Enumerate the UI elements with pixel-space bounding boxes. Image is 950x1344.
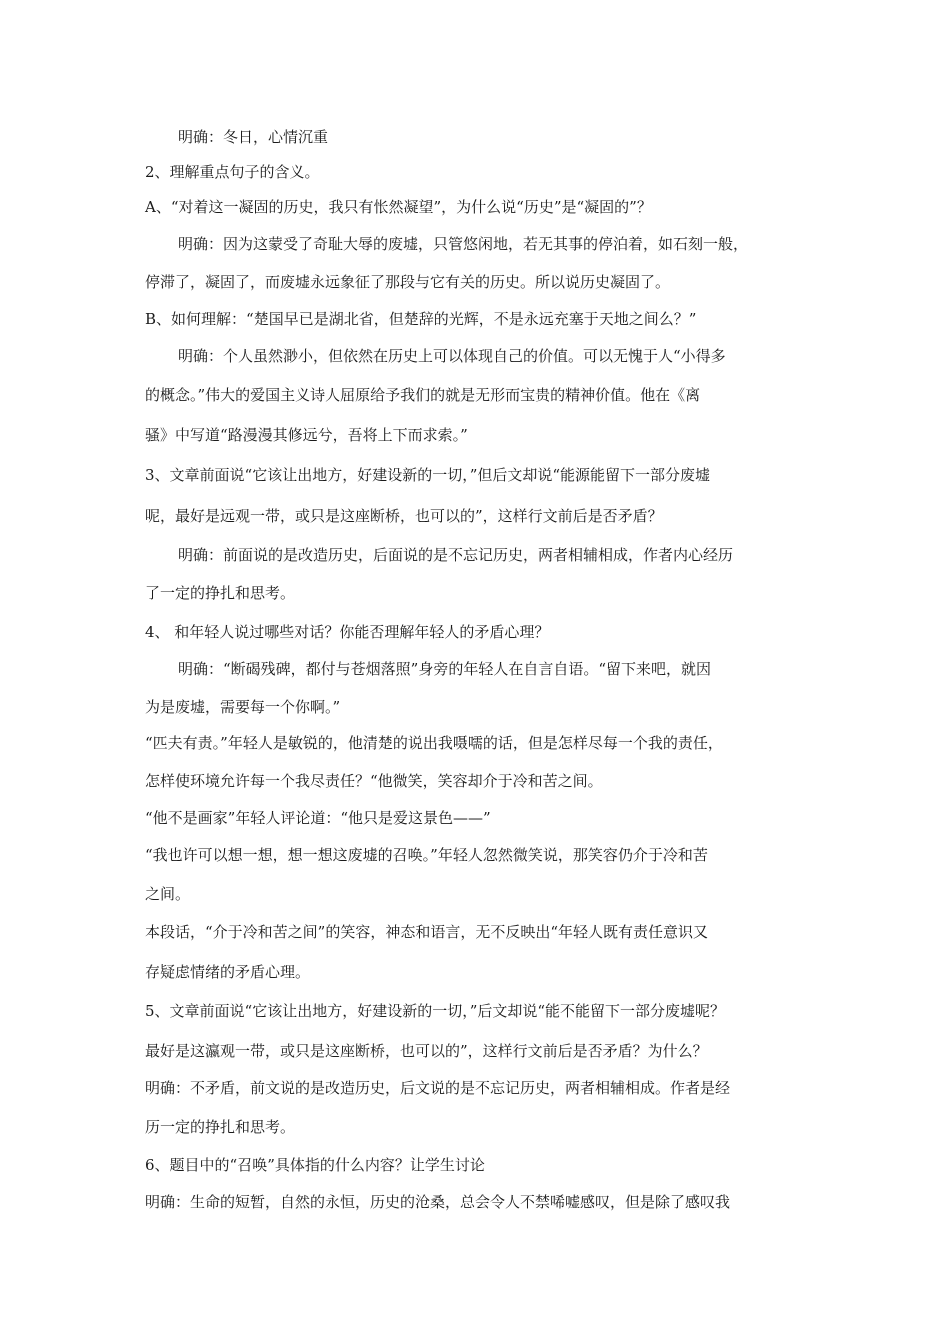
question-line: 4、 和年轻人说过哪些对话？你能否理解年轻人的矛盾心理？ [145,623,550,641]
answer-line: 历一定的挣扎和思考。 [145,1118,296,1136]
answer-line: 的概念。”伟大的爱国主义诗人屈原给予我们的就是无形而宝贵的精神价值。他在《离 [145,386,701,404]
answer-line: “他不是画家”年轻人评论道：“他只是爱这景色——” [145,809,491,827]
question-line: 6、题目中的“召唤”具体指的什么内容？让学生讨论 [145,1156,485,1174]
answer-line: 明确：个人虽然渺小，但依然在历史上可以体现自己的价值。可以无愧于人“小得多 [178,347,726,365]
answer-line: 明确：“断碣残碑，都付与苍烟落照”身旁的年轻人在自言自语。“留下来吧，就因 [178,660,712,678]
answer-line: 本段话，“介于冷和苦之间”的笑容，神态和语言，无不反映出“年轻人既有责任意识又 [145,923,709,941]
answer-line: 明确：冬日，心情沉重 [178,128,329,146]
question-line: 呢，最好是远观一带，或只是这座断桥，也可以的”，这样行文前后是否矛盾？ [145,507,663,525]
question-line: 最好是这瀛观一带，或只是这座断桥，也可以的”，这样行文前后是否矛盾？为什么？ [145,1042,708,1060]
answer-line: “匹夫有责。”年轻人是敏锐的，他清楚的说出我嗫嚅的话，但是怎样尽每一个我的责任， [145,734,723,752]
answer-line: 怎样使环境允许每一个我尽责任？“他微笑，笑容却介于冷和苦之间。 [145,772,603,790]
answer-line: 明确：生命的短暂，自然的永恒，历史的沧桑，总会令人不禁唏嘘感叹，但是除了感叹我 [145,1193,731,1211]
answer-line: 明确：不矛盾，前文说的是改造历史，后文说的是不忘记历史，两者相辅相成。作者是经 [145,1079,731,1097]
answer-line: 停滞了，凝固了，而废墟永远象征了那段与它有关的历史。所以说历史凝固了。 [145,273,671,291]
answer-line: 明确：前面说的是改造历史，后面说的是不忘记历史，两者相辅相成，作者内心经历 [178,546,734,564]
answer-line: 为是废墟，需要每一个你啊。” [145,698,341,716]
question-line: A、“对着这一凝固的历史，我只有怅然凝望”，为什么说“历史”是“凝固的”？ [145,198,652,216]
answer-line: 明确：因为这蒙受了奇耻大辱的废墟，只管悠闲地，若无其事的停泊着，如石刻一般， [178,235,749,253]
question-heading: 2、理解重点句子的含义。 [145,163,320,181]
question-line: 3、文章前面说“它该让出地方，好建设新的一切，”但后文却说“能源能留下一部分废墟 [145,466,711,484]
answer-line: 骚》中写道“路漫漫其修远兮，吾将上下而求索。” [145,426,468,444]
answer-line: “我也许可以想一想，想一想这废墟的召唤。”年轻人忽然微笑说，那笑容仍介于冷和苦 [145,846,708,864]
answer-line: 了一定的挣扎和思考。 [145,584,296,602]
answer-line: 之间。 [145,885,191,903]
question-line: 5、文章前面说“它该让出地方，好建设新的一切，”后文却说“能不能留下一部分废墟呢？ [145,1002,726,1020]
answer-line: 存疑虑情绪的矛盾心理。 [145,963,311,981]
question-line: B、如何理解：“楚国早已是湖北省，但楚辞的光辉，不是永远充塞于天地之间么？” [145,310,697,328]
